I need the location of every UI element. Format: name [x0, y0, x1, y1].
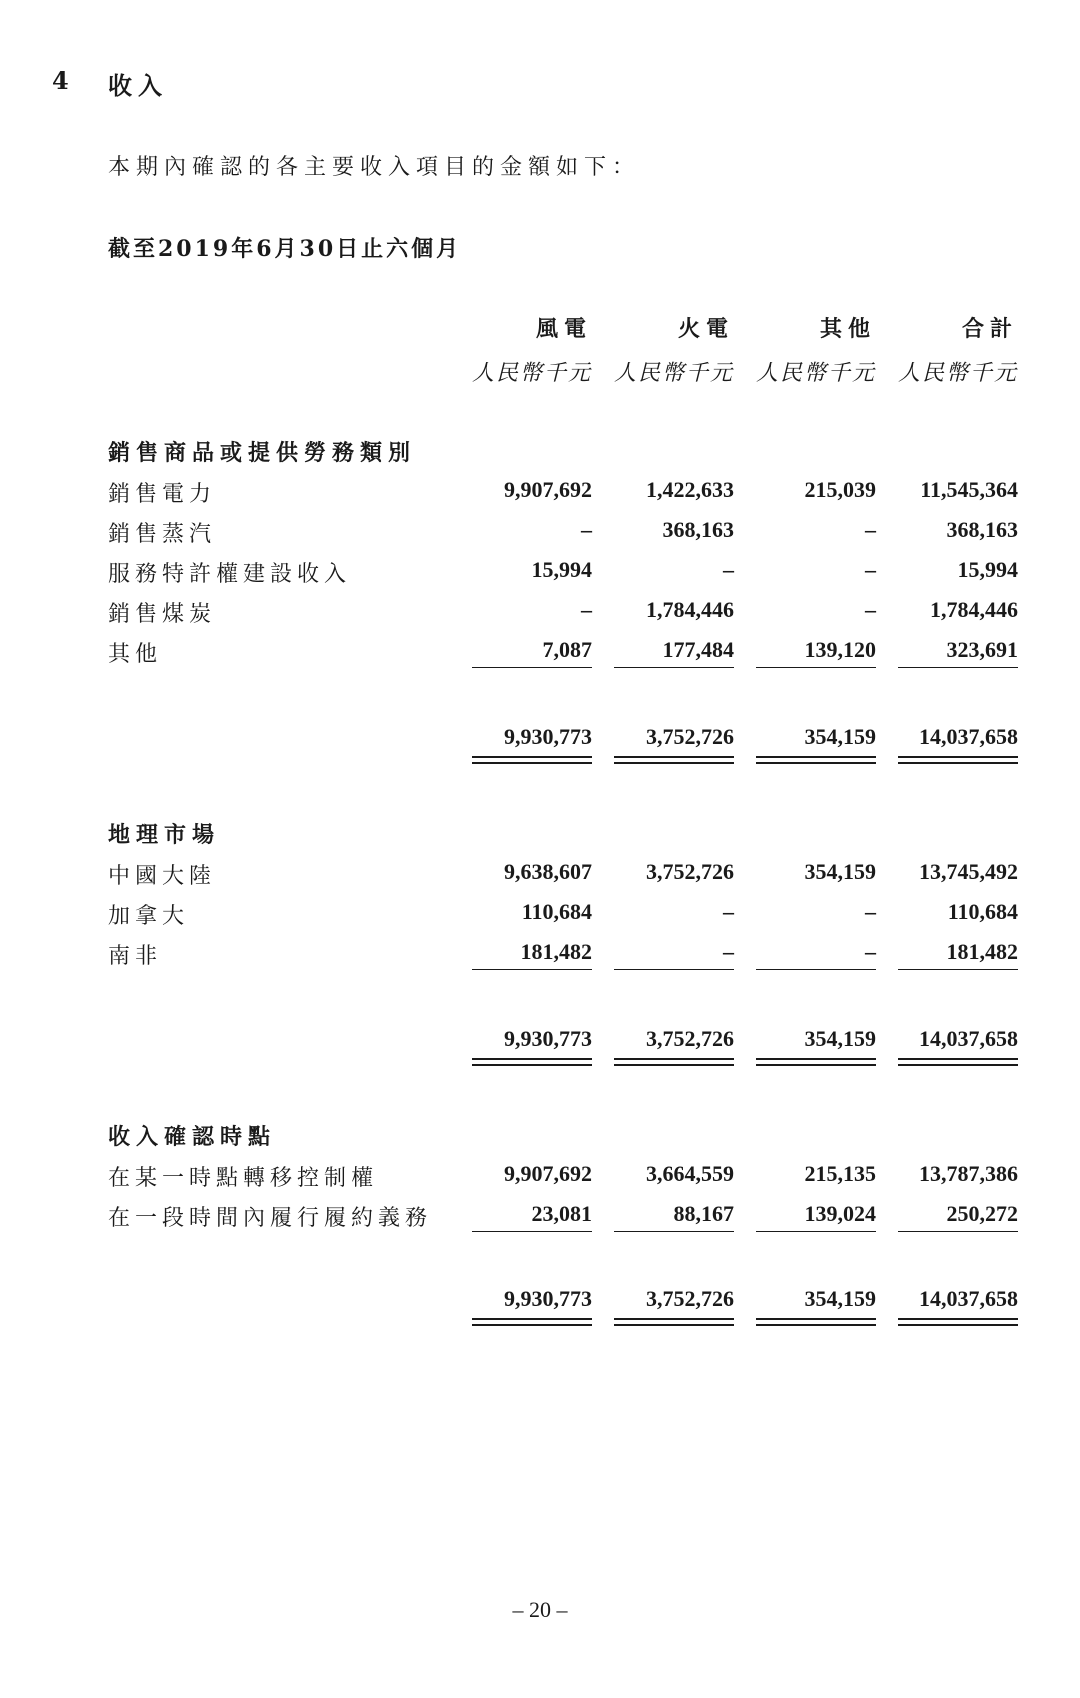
total-cell: 14,037,658 [919, 724, 1018, 749]
row-label: 銷售蒸汽 [108, 522, 217, 547]
table-cell: 13,787,386 [919, 1161, 1018, 1186]
total-double-rule [472, 756, 592, 764]
table-cell: 323,691 [946, 637, 1018, 662]
column-unit: 人民幣千元 [897, 361, 1018, 386]
table-cell: 3,752,726 [646, 859, 734, 884]
row-label: 加拿大 [108, 904, 190, 929]
table-cell: 15,994 [531, 557, 592, 582]
row-label: 服務特許權建設收入 [108, 562, 352, 587]
period-heading: 截至2019年6月30日止六個月 [108, 236, 462, 262]
table-cell: 368,163 [662, 517, 734, 542]
table-cell: 215,135 [804, 1161, 876, 1186]
table-cell: – [865, 557, 876, 582]
total-double-rule [472, 1058, 592, 1066]
table-cell: 177,484 [662, 637, 734, 662]
section-title: 收入 [108, 71, 168, 100]
total-double-rule [614, 1058, 734, 1066]
intro-text: 本期內確認的各主要收入項目的金額如下： [108, 155, 641, 180]
table-cell: 3,664,559 [646, 1161, 734, 1186]
table-cell: – [865, 517, 876, 542]
section-heading: 銷售商品或提供勞務類別 [108, 440, 417, 466]
total-cell: 14,037,658 [919, 1286, 1018, 1311]
total-cell: 9,930,773 [504, 724, 592, 749]
table-cell: 139,024 [804, 1201, 876, 1226]
subtotal-rule [614, 969, 734, 970]
total-cell: 354,159 [804, 1286, 876, 1311]
row-label: 南非 [108, 944, 163, 969]
total-cell: 14,037,658 [919, 1026, 1018, 1051]
table-cell: – [581, 517, 592, 542]
table-cell: 215,039 [804, 477, 876, 502]
total-cell: 354,159 [804, 1026, 876, 1051]
row-label: 中國大陸 [108, 864, 217, 889]
table-cell: – [865, 597, 876, 622]
total-double-rule [614, 756, 734, 764]
subtotal-rule [756, 667, 876, 668]
row-label: 其他 [108, 642, 163, 667]
total-double-rule [898, 756, 1018, 764]
column-header: 其他 [819, 316, 876, 342]
column-header: 合計 [961, 316, 1018, 342]
table-cell: 110,684 [521, 899, 592, 924]
row-label: 在一段時間內履行履約義務 [108, 1206, 433, 1231]
total-cell: 3,752,726 [646, 1286, 734, 1311]
column-unit: 人民幣千元 [755, 361, 876, 386]
table-cell: – [723, 899, 734, 924]
total-cell: 9,930,773 [504, 1286, 592, 1311]
subtotal-rule [756, 969, 876, 970]
table-cell: – [723, 557, 734, 582]
table-cell: 110,684 [947, 899, 1018, 924]
table-cell: 13,745,492 [919, 859, 1018, 884]
table-cell: 250,272 [946, 1201, 1018, 1226]
total-double-rule [756, 1318, 876, 1326]
section-heading: 地理市場 [108, 822, 221, 848]
total-cell: 3,752,726 [646, 1026, 734, 1051]
subtotal-rule [898, 969, 1018, 970]
table-cell: – [865, 899, 876, 924]
table-cell: – [581, 597, 592, 622]
section-number: 4 [52, 66, 69, 95]
table-cell: 181,482 [946, 939, 1018, 964]
total-double-rule [898, 1058, 1018, 1066]
table-cell: – [865, 939, 876, 964]
total-cell: 354,159 [804, 724, 876, 749]
total-cell: 9,930,773 [504, 1026, 592, 1051]
table-cell: 9,907,692 [504, 1161, 592, 1186]
subtotal-rule [472, 667, 592, 668]
table-cell: – [723, 939, 734, 964]
page-number: – 20 – [512, 1597, 568, 1622]
column-unit: 人民幣千元 [471, 361, 592, 386]
table-cell: 181,482 [520, 939, 592, 964]
table-cell: 9,638,607 [504, 859, 592, 884]
subtotal-rule [898, 1231, 1018, 1232]
table-cell: 1,784,446 [646, 597, 734, 622]
total-double-rule [614, 1318, 734, 1326]
column-unit: 人民幣千元 [613, 361, 734, 386]
row-label: 在某一時點轉移控制權 [108, 1166, 379, 1191]
subtotal-rule [898, 667, 1018, 668]
table-cell: 1,784,446 [930, 597, 1018, 622]
subtotal-rule [472, 969, 592, 970]
table-cell: 7,087 [542, 637, 592, 662]
table-cell: 88,167 [673, 1201, 734, 1226]
subtotal-rule [472, 1231, 592, 1232]
subtotal-rule [614, 1231, 734, 1232]
subtotal-rule [756, 1231, 876, 1232]
table-cell: 1,422,633 [646, 477, 734, 502]
table-cell: 23,081 [531, 1201, 592, 1226]
subtotal-rule [614, 667, 734, 668]
table-cell: 354,159 [804, 859, 876, 884]
column-header: 火電 [677, 316, 734, 342]
total-cell: 3,752,726 [646, 724, 734, 749]
total-double-rule [756, 756, 876, 764]
table-cell: 15,994 [957, 557, 1018, 582]
row-label: 銷售電力 [108, 482, 217, 507]
table-cell: 368,163 [946, 517, 1018, 542]
section-heading: 收入確認時點 [108, 1124, 277, 1150]
table-cell: 9,907,692 [504, 477, 592, 502]
total-double-rule [756, 1058, 876, 1066]
row-label: 銷售煤炭 [108, 602, 217, 627]
total-double-rule [898, 1318, 1018, 1326]
total-double-rule [472, 1318, 592, 1326]
table-cell: 11,545,364 [920, 477, 1018, 502]
column-header: 風電 [535, 316, 592, 342]
table-cell: 139,120 [804, 637, 876, 662]
